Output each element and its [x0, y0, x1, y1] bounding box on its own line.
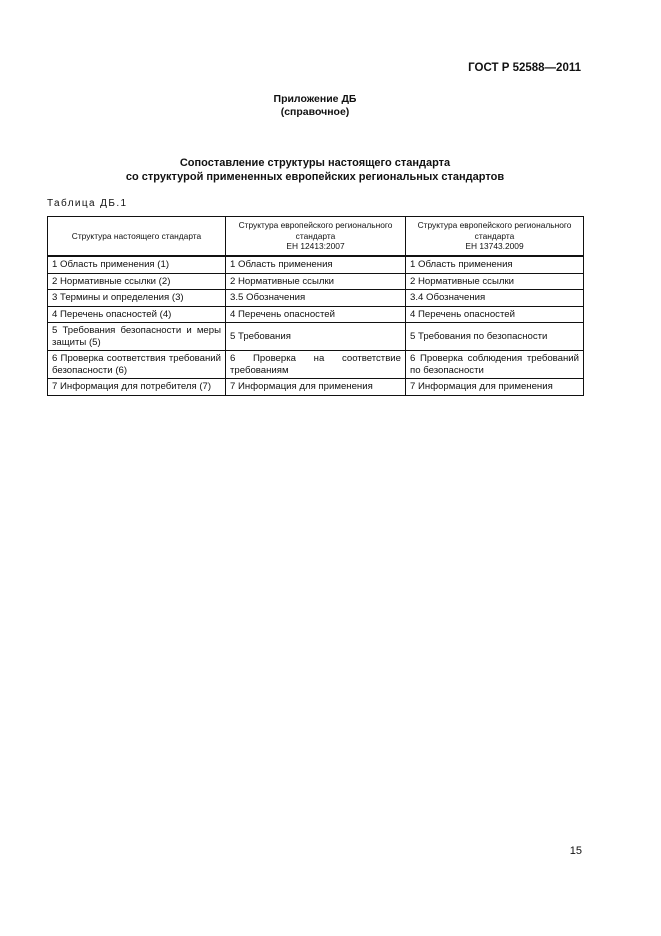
table-header-row [48, 217, 584, 257]
comparison-table [47, 216, 584, 396]
table-cell: 2 Нормативные ссылки (2) [48, 273, 226, 290]
section-title-line-1: Сопоставление структуры настоящего стандарта [179, 157, 451, 169]
table-cell: 5 Требования по безопасности [406, 323, 584, 351]
table-cell: 2 Нормативные ссылки [406, 273, 584, 290]
table-cell: 1 Область применения (1) [48, 256, 226, 273]
table-cell: 1 Область применения [406, 256, 584, 273]
header-line: стандарта [474, 230, 515, 241]
column-header-en-13743 [406, 217, 584, 257]
header-line: Структура европейского регионального [238, 220, 393, 231]
table-row [48, 379, 584, 396]
document-code: ГОСТ Р 52588—2011 [468, 62, 581, 74]
table-cell: 5 Требования [226, 323, 406, 351]
table-row [48, 306, 584, 323]
table-cell: 6 Проверка соответствия требований безопасности (6) [48, 351, 226, 379]
table-cell: 3.5 Обозначения [226, 290, 406, 307]
table-cell: 4 Перечень опасностей (4) [48, 306, 226, 323]
section-title [0, 156, 630, 184]
table-row [48, 256, 584, 273]
table-cell: 3.4 Обозначения [406, 290, 584, 307]
table-cell: 7 Информация для потребителя (7) [48, 379, 226, 396]
header-line: ЕН 13743.2009 [465, 241, 524, 252]
page-number: 15 [569, 845, 582, 857]
table-caption: Таблица ДБ.1 [47, 198, 128, 209]
table-cell: 7 Информация для применения [406, 379, 584, 396]
annex-title: Приложение ДБ [273, 93, 357, 105]
table-cell: 6 Проверка на соответствие требованиям [226, 351, 406, 379]
header-line: Структура европейского регионального [417, 220, 572, 231]
table-cell: 4 Перечень опасностей [406, 306, 584, 323]
table-cell: 7 Информация для применения [226, 379, 406, 396]
header-line: ЕН 12413:2007 [286, 241, 345, 252]
table-cell: 5 Требования безопасности и меры защиты (5) [48, 323, 226, 351]
table-row [48, 351, 584, 379]
table-cell: 6 Проверка соблюдения требований по безопасности [406, 351, 584, 379]
annex-heading [0, 93, 630, 119]
column-header-this-standard [48, 217, 226, 257]
table-cell: 1 Область применения [226, 256, 406, 273]
annex-subtitle: (справочное) [280, 106, 350, 118]
header-line: стандарта [295, 230, 336, 241]
table-cell: 2 Нормативные ссылки [226, 273, 406, 290]
table-cell: 4 Перечень опасностей [226, 306, 406, 323]
section-title-line-2: со структурой примененных европейских региональных стандартов [125, 171, 505, 183]
header-line: Структура настоящего стандарта [71, 230, 202, 241]
table-row [48, 323, 584, 351]
table-row [48, 273, 584, 290]
table-row [48, 290, 584, 307]
column-header-en-12413 [226, 217, 406, 257]
table-cell: 3 Термины и определения (3) [48, 290, 226, 307]
